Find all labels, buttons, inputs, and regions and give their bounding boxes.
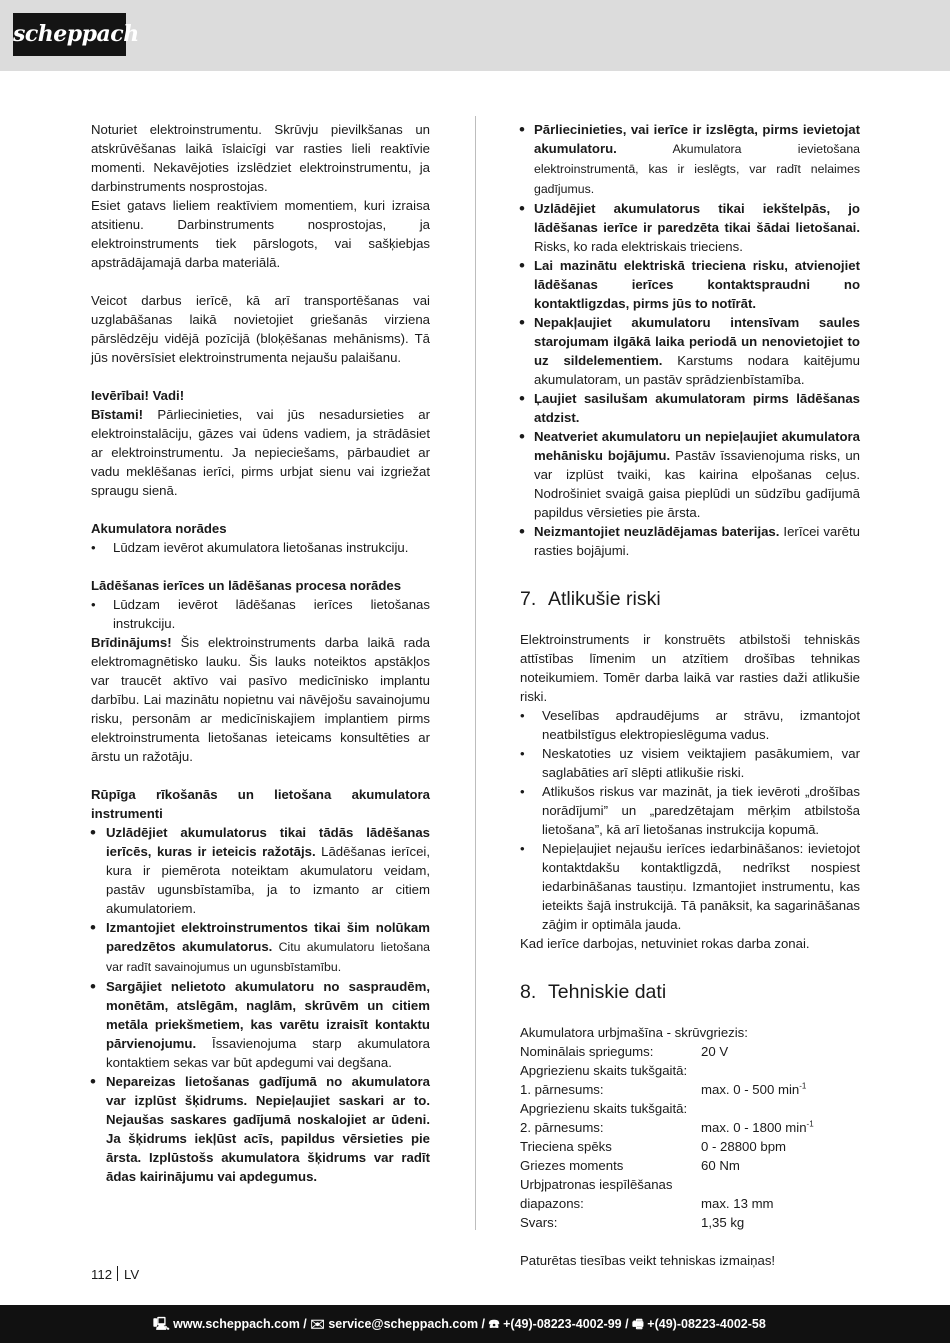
paragraph — [91, 633, 430, 766]
list-item: • Lūdzam ievērot akumulatora lietošanas instrukciju. — [91, 538, 430, 557]
page-number: 112 LV — [91, 1267, 140, 1282]
spec-row: 1. pārnesums: max. 0 - 500 $\min^{-1}$ — [520, 1081, 807, 1097]
section-heading: Ievērībai! Vadi! — [91, 388, 185, 403]
list-item: • Neatveriet akumulatoru un nepieļaujiet akumulatora mehānisku bojājumu. Pastāv īssavienojuma risks, un var izplūst tvaiki, kas kairina elpošanas ceļus. Nodrošiniet svaigā gaisa pieplūdi un sūdzību gadījumā papildus vērsieties pie ārsta. — [520, 427, 860, 522]
list-item: • Pārliecinieties, vai ierīce ir izslēgta, pirms ievietojat akumulatoru. Akumulatora ievietošana elektroinstrumentā, kas ir ieslēgts, var radīt nelaimes gadījumus. — [520, 120, 860, 199]
spec-row: Svars: 1,35 kg — [520, 1215, 745, 1230]
spec-table — [520, 1023, 860, 1232]
lead-text: Brīdinājums! — [91, 635, 172, 650]
section-title-8: 8. Tehniskie dati — [520, 981, 667, 1003]
paragraph — [91, 405, 430, 500]
header-bar — [0, 0, 950, 71]
spec-row: 2. pārnesums: max. 0 - 1800 $\min^{-1}$ — [520, 1119, 814, 1135]
section-title-7: 7. Atlikušie riski — [520, 588, 661, 610]
spec-row: Apgriezienu skaits tukšgaitā: — [520, 1063, 688, 1078]
left-column — [91, 120, 430, 1186]
list-item: • Nepareizas lietošanas gadījumā no akumulatora var izplūst šķidrums. Nepieļaujiet saskari ar to. Nejaušas saskares gadījumā noskalojiet ar ūdeni. Ja šķidrums iekļūst acīs, papildus vērsieties pie ārsta. Izplūstošs akumulatora šķidrums var radīt ādas kairinājumu vai apdegumus. — [91, 1072, 430, 1186]
list-item: • Neskatoties uz visiem veiktajiem pasākumiem, var saglabāties arī slēpti atlikušie riski. — [520, 744, 860, 782]
spec-row: Griezes moments 60 Nm — [520, 1158, 740, 1173]
paragraph: Elektroinstruments ir konstruēts atbilstoši tehniskās attīstības līmenim un atzītiem drošības tehnikas noteikumiem. Tomēr darba laikā var rasties daži atlikušie riski. — [520, 632, 860, 704]
spec-row: Nominālais spriegums: 20 V — [520, 1044, 729, 1059]
paragraph: Noturiet elektroinstrumentu. Skrūvju pievilkšanas un atskrūvēšanas laikā īslaicīgi var rasties lieli reaktīvie momenti. Nekavējoties izslēdziet elektroinstrumentu, ja darbinstruments nosprostojas. — [91, 122, 430, 194]
list-item: • Nepakļaujiet akumulatoru intensīvam saules starojumam ilgākā laika periodā un nenovietojiet to uz sildelementiem. Karstums nodara kaitējumu akumulatoram, un pastāv sprādzienbīstamība. — [520, 313, 860, 389]
list-item: • Ļaujiet sasilušam akumulatoram pirms lādēšanas atdzist. — [520, 389, 860, 427]
list-item: • Neizmantojiet neuzlādējamas baterijas. Ierīcei varētu rasties bojājumi. — [520, 522, 860, 560]
column-divider — [475, 116, 476, 1230]
paragraph: Kad ierīce darbojas, netuviniet rokas darba zonai. — [520, 936, 810, 951]
spec-row: Apgriezienu skaits tukšgaitā: — [520, 1101, 688, 1116]
section-heading: Akumulatora norādes — [91, 521, 227, 536]
list-item: • Uzlādējiet akumulatorus tikai tādās lādēšanas ierīcēs, kuras ir ieteicis ražotājs. Lādēšanas ierīcei, kura ir piemērota noteiktam akumulatoru veidam, pastāv ugunsbīstamība, ja to izmanto ar citiem akumulatoriem. — [91, 823, 430, 918]
spec-row: Urbjpatronas iespīlēšanas — [520, 1177, 673, 1192]
list-item: • Lai mazinātu elektriskā trieciena risku, atvienojiet lādēšanas ierīces kontaktspraudni no kontaktligzdas, pirms jūs to notīrāt. — [520, 256, 860, 313]
list-item: • Atlikušos riskus var mazināt, ja tiek ievēroti „drošības norādījumi” un „paredzētajam mērķim atbilstoša lietošana”, kā arī lietošanas instrukcija kopumā. — [520, 782, 860, 839]
spec-row: Trieciena spēks 0 - 28800 bpm — [520, 1139, 787, 1154]
list-item: • Veselības apdraudējums ar strāvu, izmantojot neatbilstīgus elektropieslēguma vadus. — [520, 706, 860, 744]
list-item: • Uzlādējiet akumulatorus tikai iekštelpās, jo lādēšanas ierīce ir paredzēta tikai šādai lietošanai. Risks, ko rada elektriskais trieciens. — [520, 199, 860, 256]
right-column — [520, 120, 860, 1270]
footer-bar — [0, 1305, 950, 1343]
spec-row: diapazons: max. 13 mm — [520, 1196, 774, 1211]
list-item: • Izmantojiet elektroinstrumentos tikai šim nolūkam paredzētos akumulatorus. Citu akumulatoru lietošana var radīt savainojumus un ugunsbīstamību. — [91, 918, 430, 977]
body-text: Šis elektroinstruments darba laikā rada elektromagnētisko lauku. Šis lauks noteiktos apstākļos var traucēt aktīvo vai pasīvo medicīnisko implantu darbību. Lai mazinātu nopietnu vai nāvējošu savainojumu risku, personām ar medicīniskajiem implantiem pirms elektroinstrumenta lietošanas ieteicams konsultēties ar ārstu un ražotāju. — [91, 635, 430, 764]
paragraph: Esiet gatavs lieliem reaktīviem momentiem, kuri izraisa atsitienu. Darbinstruments nosprostojas, ja elektroinstruments tiek pārslogots, vai sašķiebjas apstrādājamajā darba materiālā. — [91, 198, 430, 270]
body-text: Pārliecinieties, vai jūs nesadursieties ar elektroinstalāciju, gāzes vai ūdens vadiem, ja strādāsiet ar elektroinstrumentu. Ja nepieciešams, pārbaudiet ar vadu meklēšanas ierīci, pirms urbjat sienu vai izgriežat spraugu sienā. — [91, 407, 430, 498]
lead-text: Bīstami! — [91, 407, 144, 422]
section-heading: Lādēšanas ierīces un lādēšanas procesa norādes — [91, 578, 402, 593]
paragraph: Veicot darbus ierīcē, kā arī transportēšanas vai uzglabāšanas laikā novietojiet griešanās virziena pārslēdzēju vidējā pozīcijā (bloķēšanas mehānisms). Tā jūs novērsīsiet elektroinstrumenta nejaušu palaišanu. — [91, 293, 430, 365]
list-item: • Nepieļaujiet nejaušu ierīces iedarbināšanos: ievietojot kontaktdakšu kontaktligzdā, nedrīkst nospiest iedarbināšanas taustiņu. Izmantojiet instrumentu, kas ieteikts šajā instrukcijā. Tā panāksit, ka sagarināšanas zāģim ir optimāla jauda. — [520, 839, 860, 934]
spec-note: Paturētas tiesības veikt tehniskas izmaiņas! — [520, 1253, 776, 1268]
spec-heading: Akumulatora urbjmašīna - skrūvgriezis: — [520, 1025, 748, 1040]
brand-logo: scheppach — [13, 13, 126, 56]
list-item: • Sargājiet nelietoto akumulatoru no saspraudēm, monētām, atslēgām, naglām, skrūvēm un citiem metāla priekšmetiem, kas varētu izraisīt kontaktu pārvienojumu. Īssavienojuma starp akumulatora kontaktiem sekas var būt apdegumi vai degšana. — [91, 977, 430, 1072]
list-item: • Lūdzam ievērot lādēšanas ierīces lietošanas instrukciju. — [91, 595, 430, 633]
section-heading: Rūpīga rīkošanās un lietošana akumulatora instrumenti — [91, 787, 430, 821]
footer-contact: 🖳 www.scheppach.com / ✉ service@scheppach.com / ☎ +(49)-08223-4002-99 / 🖷 +(49)-08223-4002-58 — [153, 1317, 766, 1331]
